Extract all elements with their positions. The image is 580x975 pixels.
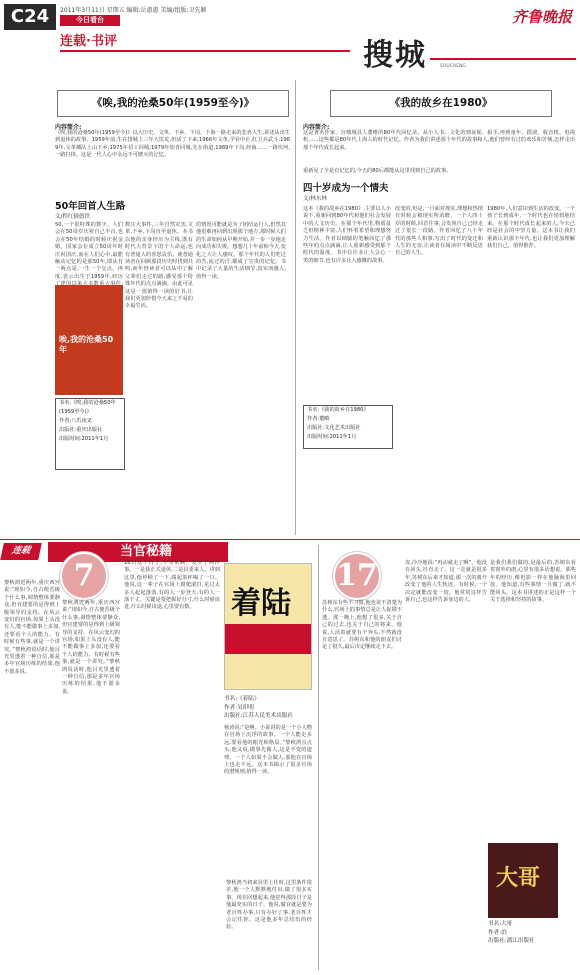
- article-col2-left: 数庄大事件,三年自然灾害,文革,下乡,下岗直至退休。本书以他的亲身经历为主线,既有时代大背景下的个人命运,也有普通人的喜怒哀乐。使普通读者在回顾那段历史时找到共鸣,而年轻读者可以从中了解父辈们走过的路,感受那个特殊年代的点点滴滴。由此可见这是一部值得一读的好书,让我们更加珍惜今天来之不易的幸福生活。: [125, 222, 193, 310]
- section-separator: [0, 539, 580, 540]
- serial-number-left: 7: [60, 552, 108, 600]
- topic-box-right: [330, 90, 552, 117]
- article-title-right: 四十岁成为一个情夫: [303, 183, 389, 194]
- serial-right-col1: 苏树东有些不习惯,他也说不清楚为什么,官场上的事情总是让人捉摸不透。那一晚上,他想了很多,关于自己的过去,也关于自己的将来。他说,人活着就要有个奔头,不然就没有意思了。苏树东和他的朋友们讨论了很久,最后决定继续走下去。: [322, 600, 402, 651]
- column-divider-bottom: [318, 545, 319, 970]
- header-rule-right: [430, 58, 576, 60]
- intro-right: 这是著名作家、宫城城县人董维的80年代回忆录。从小人书、文化的到灰妮、扳手,再到童年、摇滚、收音机、电视机……这些都是80年代上海人的时代记忆。作者为我们讲述那个年代的故事和人,他们曾经有过的欢乐和苦恼,怎样走出那个年代成长起来。: [303, 130, 575, 151]
- column-title: 当官秘籍: [120, 544, 173, 559]
- bookinfo-date-left: 出版时间:2011年1月: [59, 436, 109, 442]
- brand-logo: 齐鲁晚报: [511, 8, 572, 26]
- cover-zhuolu-band: [225, 624, 311, 654]
- sosou-title: 搜城: [363, 38, 427, 73]
- serial-right-col3: 是我们我们做的,是最后的,苏树东看着窗外的雨,心里有很多话想说。那些年的经历,像电影一样在他脑海里回放。他知道,有些事情一旦做了,就不能回头。这本书讲述的正是这样一个关于选择和坚持的故事。: [490, 560, 576, 604]
- book2-name: 书名:大哥: [488, 921, 513, 927]
- book-cover-dage: [488, 843, 558, 918]
- article-col1-right: 这本《我的故乡在1980》,主要以人小说下,重新回到80年代和他们社会发展中的人文历史。在那个年代里,物质贫乏但精神丰富,人们怀着希望和理想努力生活。作者以细腻的笔触回忆了那些年的点点滴滴,让人重新感受到那个时代的温度。书中有许多让人会心一笑的细节,也有许多让人感慨的故事。: [303, 206, 391, 264]
- bookinfo-author-right: 作者:董畸: [307, 416, 330, 422]
- column-divider-top: [295, 80, 296, 535]
- guide-tag: 今日看台: [60, 15, 120, 26]
- book1-author: 作者:吴印明: [224, 704, 254, 711]
- bookinfo-author-left: 作者:八爪夜叉: [59, 418, 92, 424]
- cover-zhuolu-title: 着陆: [231, 586, 291, 621]
- topic-title-left: 《唉,我的沧桑50年(1959至今)》: [91, 97, 255, 109]
- serial-left-col1: 黎秋鸿近两年,重庆西宫说:“现如今,自古便晋级个什么事,调情整体要静众,但官建要的是得到上级领导的支持。在风云变幻的官场,如果上头没有人,能不能做事上多加,还要看个人的能力。有时候有些事,就是一个讲究。”黎秋鸿说话时,他目光里透着一种自信,那是多年官场历练的结果,他不愿多说。: [4, 580, 60, 675]
- serial-mid-col2: 黎秋鸿当初来县里上任时,这里条件很差,他一个人默默地付出,做了很多实事。现在回想起来,他觉得那段日子是他最充实的日子。他说,做官就是要为老百姓办事,只有办好了事,老百姓才会记住你。这是他多年总结出的经验。: [226, 880, 312, 931]
- intro2-right: 重新见了全是有记忆的,今天的80后都能从这里找到自己的故事。: [303, 168, 452, 174]
- bookinfo-publisher-left: 出版社:重庆出版社: [59, 427, 103, 433]
- serial-left-col2: 16日这个日子,不寻常啊。发生了两件事。一是我正式退休,二是县委来人。讲到这里,他停顿了一下,端起茶杯喝了一口。他说,这一辈子在官场上摸爬滚打,见过太多人起起落落,有的人一步登天,有的人一落千丈。关键是要把握好分寸,什么时候该进,什么时候该退,心里要有数。: [124, 560, 220, 611]
- bookinfo-box-left: [55, 398, 125, 470]
- book-cover-title-left: 唉,我的沧桑50年: [59, 335, 114, 354]
- date-line: 2011年3月11日 星期五 编辑:岳惠惠 美编/组版:卫先颖: [60, 7, 207, 14]
- content-label-left: 内容简介:: [55, 124, 82, 131]
- sosou-subtitle: SOUCHENG: [440, 64, 466, 69]
- page-number: C24: [4, 4, 56, 30]
- article-author-right: 文/林东林: [303, 196, 327, 202]
- serial-number-right: 17: [333, 552, 381, 600]
- bookinfo-publisher-right: 出版社:文化艺术出版社: [307, 425, 361, 431]
- topic-title-right: 《我的故乡在1980》: [389, 97, 493, 109]
- section-title: 连载·书评: [60, 34, 117, 49]
- book2-publisher: 出版社:漓江出版社: [488, 938, 535, 944]
- article-author-left: 文/程红辅德铁: [55, 214, 90, 220]
- bookinfo-zhuolu: [224, 695, 314, 721]
- bookinfo-dage: [488, 920, 576, 946]
- article-title-left: 50年回首人生路: [55, 201, 126, 212]
- serial-right-col2: 皮,冷冷地说:“再动就走了啊”。他没有回头,径直走了。这一走就是很多年,苏树东后来才知道,那一次的离开改变了他的人生轨迹。有时候,一个决定就能改变一切。他常常这样告诉自己,也这样告诉身边的人。: [405, 560, 487, 604]
- topic-box-left: [57, 90, 289, 117]
- article-col1-left: 50,一个很特殊的数字。人们会在50周岁庆祝自己半百,也会在50年结婚的时候庆祝金婚。国家会在成立50周年时庆祝国庆,而在人们心中,最能触动记忆的是那50年,即从有一两点是,一生一个交点。再度,表示出生于1959年,经历: [55, 222, 123, 280]
- header-rule-left: [60, 50, 350, 52]
- serial-left-col1b: 黎秋鸿近两年,重庆西宫说:“现如今,自古便晋级个什么事,调情整体要静众,但官建要的是得到上级领导的支持。在风云变幻的官场,如果上头没有人,能不能做事上多加,还要看个人的能力。有时候有些事,就是一个讲究。”黎秋鸿说话时,他目光里透着一种自信,那是多年官场历练的结果,他不愿多说。: [62, 600, 120, 695]
- bookinfo-date-right: 出版时间:2011年1月: [307, 434, 357, 440]
- content-label-right: 内容简介:: [303, 124, 330, 131]
- book-cover-left: [55, 285, 123, 395]
- article-col3-right: 1980年,人们意识到生活的改变。一个孩子长到成年,一个时代也在悄悄地结束。在那个时代成长起来的人,今天已经是社会的中坚力量。这本书让我们重新认识那个年代,也让我们更加理解我们自己。值得推荐。: [487, 206, 575, 250]
- bookinfo-box-right: [303, 405, 393, 449]
- article-col3-left: 的情况可能就是为了团结运行人,但然其他很难再回到出现那个地方,那时候人们的生命如何从早期开始,并一步一步地走向成功和失败。想想几十年前和今天,变化之大让人感叹。那个年代的人们吃过的苦,流过的汗,都成了宝贵的记忆。书中记录了大量的生活细节,真实而感人,值得一读。: [196, 222, 286, 280]
- serial-tag: 连载: [0, 543, 42, 560]
- book2-author: 作者:泊: [488, 929, 507, 936]
- bookinfo-name-right: 书名:《我的故乡在1980》: [307, 407, 369, 413]
- book1-name: 书名:《着陆》: [224, 696, 260, 702]
- intro-left: 《唉,我的沧桑50年(1959至今)》以大历史、文革、下乡、下岗、下海一路走来的悲喜人生,讲述从出生到退休的故事。1959年前,生在排城上三年大饥荒,但活了下来;1966年文革,学业中止,红卫兵武斗;1969年,文革插队上山下乡;1975年招工回城;1979年知青回城,先在街道,1989年下岗,经商……一路坎坷,一路打拼。这是一代人心中永远不可磨灭的记忆。: [55, 130, 290, 159]
- bookinfo-name-left: 书名:《唉,我的沧桑50年(1959至今)》: [59, 400, 116, 415]
- book-cover-zhuolu: [224, 563, 312, 690]
- article-col2-right: 改变的,但是,一旦面对现实,理想和热情有时候会被现实所消磨。一个人四十岁的时候,回首往事,会发现自己已经走过了很长一段路。作者回忆了八十年代的那些人和事,写出了时代的变迁和人生的无奈,让读者在阅读中不断反思自己的人生。: [395, 206, 483, 257]
- serial-mid-col1: 杨涛说:“是啊。小说讲的是一个小人物在官场上沉浮的故事。一个人能走多远,要看他的眼光和格局。”黎秋鸿点点头,他又说,做事先做人,这是不变的道理。一个人如果不会做人,那他在官场上也走不远。这本书揭示了很多官场的潜规则,值得一读。: [224, 725, 312, 776]
- cover-dage-title: 大哥: [496, 865, 541, 891]
- book1-publisher: 出版社:江苏人民美术出版社: [224, 713, 294, 719]
